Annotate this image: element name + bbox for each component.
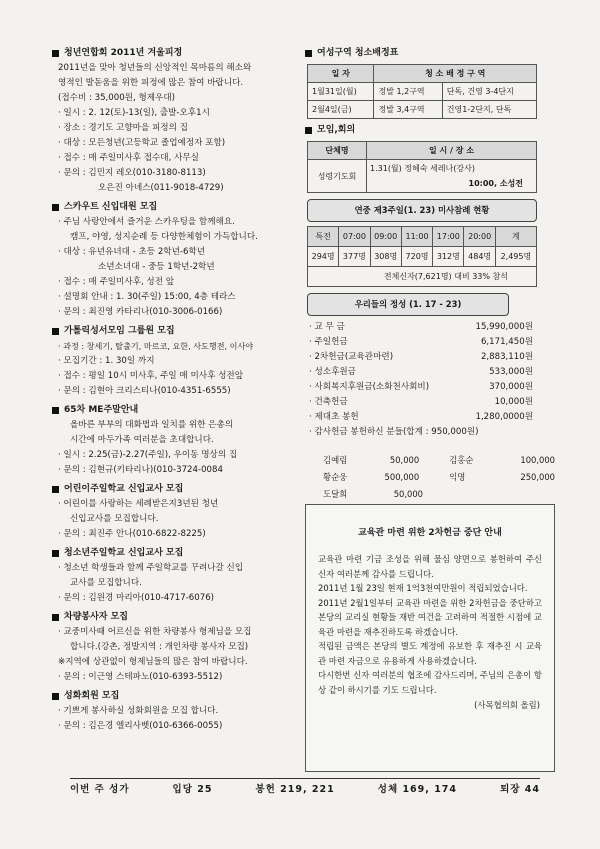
text-line: 합니다.(강촌, 정발지역 : 개인차량 봉사자 모집) [70, 642, 249, 652]
table-header: 07:00 [339, 227, 370, 247]
square-bullet-icon [52, 550, 59, 557]
notice-paragraph: 2011년 1월 23일 현재 1억3천여만원이 적립되었습니다. [318, 583, 528, 593]
table-header: 20:00 [464, 227, 495, 247]
text-line: 올바른 부부의 대화법과 일치를 위한 은총의 [70, 420, 234, 430]
donor-name: 도달희 [323, 489, 348, 499]
table-cell: 2,495명 [495, 247, 536, 267]
table-cell: 1월31일(월) [308, 83, 374, 101]
section-scout [52, 200, 297, 320]
offering-label: · 제대초 봉헌 [309, 412, 359, 422]
notice-paragraph: 2011년 2월1일부터 교육관 마련을 위한 2차헌금을 중단하고 본당의 교리실 현황들 재반 여건을 고려하여 적절한 시점에 교육관 마련을 재추진하도록 하겠습니다. [318, 597, 542, 637]
footer-item: 퇴장 44 [500, 784, 540, 795]
table-row [308, 247, 537, 267]
table-header: 09:00 [370, 227, 401, 247]
notice-body [306, 538, 554, 697]
list-item [305, 350, 533, 365]
list-item [305, 410, 533, 425]
donor-row [323, 452, 555, 469]
attendance-total: 전체신자(7,621명) 대비 33% 참석 [308, 267, 537, 287]
text-line: · 문의 : 김현아 크리스티나(010-4351-6555) [58, 386, 231, 396]
text-line: · 문의 : 김현규(키타리나)(010-3724-0084 [58, 465, 223, 475]
donor-name: 익명 [449, 472, 466, 482]
section-attendance [305, 199, 555, 287]
offering-label: · 건축헌금 [309, 397, 348, 407]
table-cell: 건영1-2단지, 단독 [442, 101, 536, 119]
table-header: 일 시 / 장 소 [367, 142, 537, 160]
donor-amount: 50,000 [389, 455, 420, 465]
section-title: 성화회원 모집 [64, 691, 120, 701]
section-title: 모임,회의 [317, 125, 356, 135]
offering-amount: 533,000원 [489, 367, 533, 377]
donor-name: 황순웅 [323, 472, 348, 482]
donor-amount: 50,000 [393, 489, 423, 499]
education-hall-notice-box [305, 504, 555, 772]
right-column [305, 44, 555, 503]
table-cell: 정발 3,4구역 [374, 101, 442, 119]
notice-paragraph: 교육관 마련 기금 조성을 위해 물심 양면으로 봉헌하여 주신 신자 여러분께 감사를 드립니다. [318, 554, 542, 579]
text-line: 2011년을 맞아 청년들의 신앙적인 목마름의 해소와 [58, 63, 252, 73]
text-line: · 대상 : 모든청년(고등학교 졸업예정자 포함) [58, 138, 226, 148]
notice-title: 교육관 마련 위한 2차헌금 중단 안내 [358, 528, 502, 538]
table-header: 계 [495, 227, 536, 247]
text-line: 영적인 발돋움을 위한 피정에 많은 참여 바랍니다. [58, 78, 244, 88]
text-line: · 교중미사때 어르신을 위한 차량봉사 형제님을 모집 [58, 627, 252, 637]
text-line: (접수비 : 35,000원, 형제우대) [58, 93, 176, 103]
text-line: · 과정 : 창세기, 탈출기, 마르코, 요한, 사도행전, 이사야 [58, 341, 254, 351]
text-line: · 어린이를 사랑하는 세례받은지3년된 청년 [58, 499, 219, 509]
list-item [305, 425, 533, 440]
hymn-footer [70, 778, 540, 795]
donor-name: 김예림 [323, 455, 348, 465]
donor-list [323, 452, 555, 503]
text-line: · 문의 : 최진주 안나(010-6822-8225) [58, 529, 206, 539]
table-cell: 312명 [433, 247, 464, 267]
offering-label: · 주일헌금 [309, 337, 348, 347]
left-column [52, 44, 297, 734]
section-title: 65차 ME주말안내 [64, 405, 139, 415]
text-line: · 기쁘게 봉사하실 성화회원을 모집 합니다. [58, 706, 219, 716]
table-cell: 377명 [339, 247, 370, 267]
text-line: · 설명회 안내 : 1. 30(주일) 15:00, 4층 테라스 [58, 292, 236, 302]
square-bullet-icon [52, 693, 59, 700]
section-bible-group [52, 324, 297, 399]
meeting-detail: 10:00, 소성전 [468, 179, 523, 188]
offering-label: · 성소후원금 [309, 367, 356, 377]
meeting-detail: 1.31(월) 정혜숙 세레나(강사) [370, 164, 475, 173]
text-line: · 대상 : 유년유녀대 - 초등 2학년-6학년 [58, 247, 206, 257]
offering-banner: 우리들의 정성 (1. 17 - 23) [307, 293, 509, 316]
table-cell: 2월4일(금) [308, 101, 374, 119]
text-line: · 일시 : 2. 12(토)-13(일), 출발-오후1시 [58, 108, 210, 118]
footer-item: 봉헌 219, 221 [255, 784, 335, 795]
square-bullet-icon [52, 486, 59, 493]
table-cell: 294명 [308, 247, 339, 267]
donor-amount: 500,000 [384, 472, 420, 482]
offering-amount: 370,000원 [489, 382, 533, 392]
square-bullet-icon [52, 407, 59, 414]
table-row [308, 101, 537, 119]
table-header: 11:00 [401, 227, 432, 247]
donor-amount: 100,000 [520, 455, 555, 465]
text-line: · 접수 : 평일 10시 미사후, 주일 매 미사후 성전앞 [58, 371, 244, 381]
table-row [308, 83, 537, 101]
footer-label: 이번 주 성가 [70, 784, 130, 795]
text-line: · 일시 : 2.25(금)-2.27(주일), 우이동 명상의 집 [58, 450, 238, 460]
meeting-table [307, 141, 537, 193]
thanks-offering-label: · 감사헌금 봉헌하신 분들(합계 : 950,000원) [309, 427, 479, 437]
offering-amount: 15,990,000원 [475, 322, 533, 332]
table-header-row [308, 227, 537, 247]
table-row [308, 160, 537, 193]
text-line: · 모집기간 : 1. 30일 까지 [58, 356, 155, 366]
text-line: 오은진 아녜스(011-9018-4729) [98, 183, 224, 193]
square-bullet-icon [305, 127, 312, 134]
section-youth-retreat [52, 46, 297, 196]
section-flower-members [52, 689, 297, 734]
list-item [305, 365, 533, 380]
square-bullet-icon [52, 204, 59, 211]
table-header: 청 소 배 정 구 역 [374, 65, 537, 83]
donor-row [323, 469, 555, 486]
offering-amount: 10,000원 [494, 397, 533, 407]
square-bullet-icon [52, 614, 59, 621]
text-line: · 문의 : 김민지 레오(010-3180-8113) [58, 168, 206, 178]
donor-amount: 250,000 [520, 472, 555, 482]
list-item [305, 395, 533, 410]
section-title: 가톨릭성서모임 그룹원 모집 [64, 326, 175, 336]
text-line: ※지역에 상관없이 형제님들의 많은 참여 바랍니다. [58, 657, 248, 667]
offering-label: · 사회복지후원금(소화천사회비) [309, 382, 430, 392]
section-me-weekend [52, 403, 297, 478]
table-header: 일 자 [308, 65, 374, 83]
section-driver-volunteer [52, 610, 297, 685]
attendance-table [307, 226, 537, 287]
square-bullet-icon [52, 328, 59, 335]
text-line: · 청소년 학생들과 함께 주일학교를 꾸려나갈 신입 [58, 563, 244, 573]
table-header: 단체명 [308, 142, 367, 160]
offering-amount: 6,171,450원 [480, 337, 533, 347]
text-line: · 주님 사랑안에서 즐거운 스카우팅을 함께해요. [58, 217, 235, 227]
section-title: 스카우트 신입대원 모집 [64, 202, 158, 212]
section-title: 여성구역 청소배정표 [317, 48, 399, 58]
text-line: 신입교사를 모집합니다. [70, 514, 159, 524]
offering-label: · 교 무 금 [309, 322, 345, 332]
section-offering [305, 293, 555, 503]
table-header-row [308, 142, 537, 160]
table-header: 17:00 [433, 227, 464, 247]
text-line: · 접수 : 매 주일미사후 접수대, 사무실 [58, 153, 199, 163]
text-line: · 문의 : 최진영 카타리나(010-3006-0166) [58, 307, 223, 317]
section-title: 청소년주일학교 신입교사 모집 [64, 548, 184, 558]
attendance-banner: 연중 제3주일(1. 23) 미사참례 현황 [307, 199, 537, 222]
text-line: 시간에 마두가족 여러분을 초대합니다. [70, 435, 214, 445]
footer-item: 입당 25 [172, 784, 213, 795]
text-line: · 장소 : 경기도 고향마을 피정의 집 [58, 123, 188, 133]
section-cleaning-schedule [305, 46, 555, 119]
table-cell: 단독, 건영 3-4단지 [442, 83, 536, 101]
text-line: 캠프, 야영, 성지순례 등 다양한체험이 가득합니다. [70, 232, 258, 242]
section-title: 청년연합회 2011년 겨울피정 [64, 48, 183, 58]
notice-signature: (사목협의회 올림) [474, 700, 540, 710]
section-children-teacher [52, 482, 297, 542]
section-title: 어린이주일학교 신입교사 모집 [64, 484, 184, 494]
section-title: 차량봉사자 모집 [64, 612, 128, 622]
text-line: 소년소녀대 - 중등 1학년-2학년 [98, 262, 215, 272]
list-item [305, 320, 533, 335]
footer-item: 성체 169, 174 [377, 784, 458, 795]
donor-row [323, 486, 555, 503]
text-line: · 문의 : 김은경 엘리사벳(010-6366-0055) [58, 721, 223, 731]
list-item [305, 335, 533, 350]
offering-amount: 2,883,110원 [480, 352, 533, 362]
table-header: 특전 [308, 227, 339, 247]
section-youth-teacher [52, 546, 297, 606]
offering-label: · 2차헌금(교육관마련) [309, 352, 394, 362]
donor-name: 김홍순 [449, 455, 474, 465]
table-cell: 성령기도회 [308, 160, 367, 193]
text-line: 교사를 모집합니다. [70, 578, 142, 588]
text-line: · 문의 : 김원경 마리아(010-4717-6076) [58, 593, 215, 603]
section-meetings [305, 123, 555, 193]
cleaning-table [307, 64, 537, 119]
table-cell [367, 160, 537, 193]
table-cell: 308명 [370, 247, 401, 267]
table-cell: 484명 [464, 247, 495, 267]
offering-list [305, 320, 555, 440]
square-bullet-icon [305, 50, 312, 57]
table-row [308, 267, 537, 287]
offering-amount: 1,280,0000원 [475, 412, 533, 422]
square-bullet-icon [52, 50, 59, 57]
notice-paragraph: 적립된 금액은 본당의 별도 계정에 유보한 후 재추진 시 교육관 마련 자금으로 유용하게 사용하겠습니다. [318, 641, 542, 666]
table-cell: 720명 [401, 247, 432, 267]
text-line: · 문의 : 이근영 스테파노(010-6393-5512) [58, 672, 223, 682]
text-line: · 접수 : 매 주일미사후, 성전 앞 [58, 277, 175, 287]
notice-paragraph: 다시한번 신자 여러분의 협조에 감사드리며, 주님의 은총이 항상 같이 하시기를 기도 드립니다. [318, 670, 542, 695]
table-cell: 정발 1,2구역 [374, 83, 442, 101]
table-header-row [308, 65, 537, 83]
list-item [305, 380, 533, 395]
